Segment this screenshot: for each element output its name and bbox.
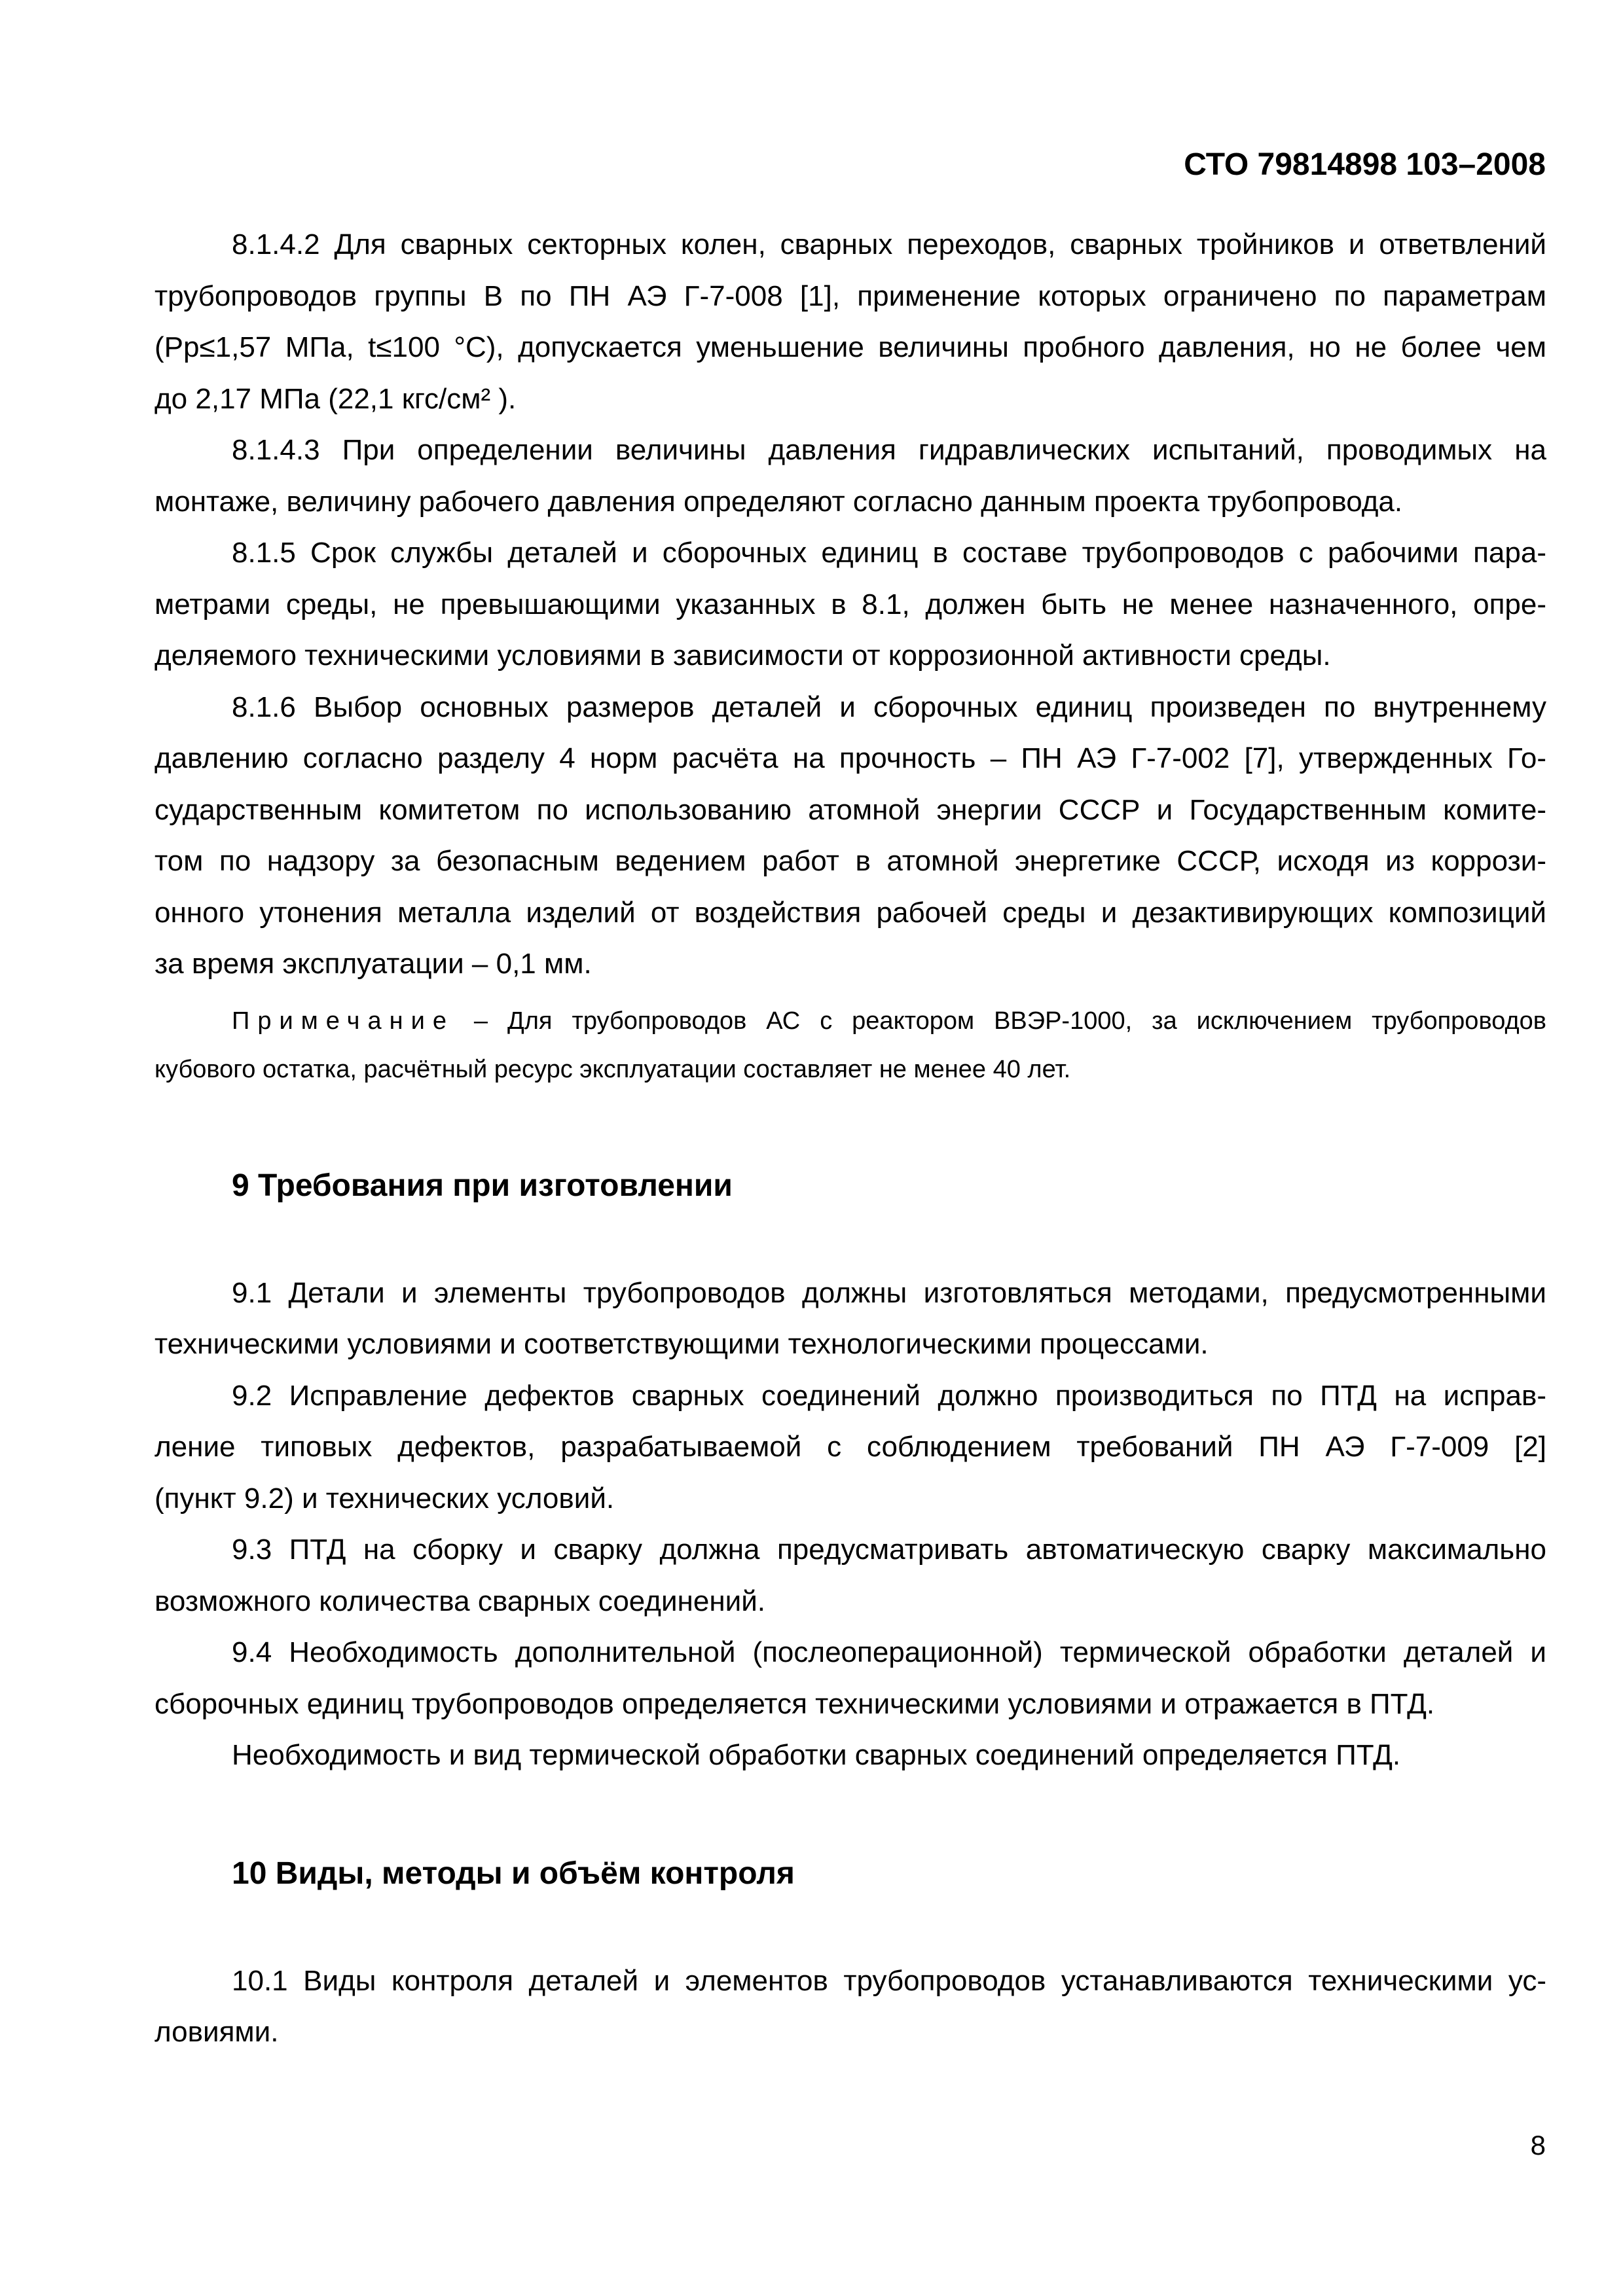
paragraph-line: техническими условиями и соответствующими технологическими процессами. — [155, 1328, 1209, 1360]
section-heading-9: 9 Требования при изготовлении — [232, 1168, 733, 1203]
paragraph-9-3 — [155, 1524, 1546, 1627]
paragraph-line: давлению согласно разделу 4 норм расчёта на прочность – ПН АЭ Г-7-002 [7], утвержденных Го- — [155, 742, 1546, 774]
paragraph-line: (пункт 9.2) и технических условий. — [155, 1482, 615, 1515]
paragraph-9-4-extra — [155, 1730, 1546, 1782]
note-line — [155, 997, 1546, 1045]
paragraph-line: 9.2 Исправление дефектов сварных соединений должно производиться по ПТД на исправ- — [232, 1379, 1546, 1412]
paragraph-line: деляемого техническими условиями в зависимости от коррозионной активности среды. — [155, 639, 1331, 672]
note-block — [155, 997, 1546, 1094]
paragraph-9-1 — [155, 1268, 1546, 1371]
paragraph-line: сударственным комитетом по использованию атомной энергии СССР и Государственным комите- — [155, 793, 1546, 826]
page-content — [155, 219, 1546, 2058]
paragraph-line: трубопроводов группы В по ПН АЭ Г-7-008 [1], применение которых ограничено по параметрам — [155, 279, 1546, 312]
paragraph-8-1-6 — [155, 682, 1546, 990]
paragraph-line: 8.1.4.2 Для сварных секторных колен, сварных переходов, сварных тройников и ответвлений — [232, 228, 1546, 260]
paragraph-8-1-5 — [155, 528, 1546, 682]
paragraph-line: 9.3 ПТД на сборку и сварку должна предусматривать автоматическую сварку максимально — [232, 1534, 1546, 1566]
paragraph-line: метрами среды, не превышающими указанных в 8.1, должен быть не менее назначенного, опре- — [155, 588, 1546, 620]
paragraph-line: том по надзору за безопасным ведением работ в атомной энергетике СССР, исходя из коррози- — [155, 845, 1546, 877]
paragraph-line: 9.4 Необходимость дополнительной (послеоперационной) термической обработки деталей и — [232, 1636, 1546, 1668]
paragraph-line: за время эксплуатации – 0,1 мм. — [155, 948, 592, 980]
note-text: – Для трубопроводов АС с реактором ВВЭР-1000, за исключением трубопроводов — [454, 1007, 1546, 1035]
paragraph-line: Необходимость и вид термической обработки сварных соединений определяется ПТД. — [232, 1739, 1401, 1771]
paragraph-line: 9.1 Детали и элементы трубопроводов должны изготовляться методами, предусмотренными — [232, 1276, 1546, 1309]
paragraph-line: ловиями. — [155, 2016, 279, 2048]
document-code-header: СТО 79814898 103–2008 — [1184, 147, 1546, 182]
paragraph-line: онного утонения металла изделий от воздействия рабочей среды и дезактивирующих композиций — [155, 896, 1546, 929]
paragraph-line: 10.1 Виды контроля деталей и элементов трубопроводов устанавливаются техническими ус- — [232, 1964, 1546, 1997]
paragraph-8-1-4-3 — [155, 425, 1546, 528]
paragraph-10-1 — [155, 1956, 1546, 2058]
paragraph-line: 8.1.6 Выбор основных размеров деталей и сборочных единиц произведен по внутреннему — [232, 691, 1546, 723]
page-number: 8 — [1530, 2130, 1546, 2161]
paragraph-line: (Рр≤1,57 МПа, t≤100 °С), допускается уменьшение величины пробного давления, но не более чем — [155, 331, 1546, 363]
paragraph-line: сборочных единиц трубопроводов определяется техническими условиями и отражается в ПТД. — [155, 1687, 1435, 1720]
paragraph-line: до 2,17 МПа (22,1 кгс/см² ). — [155, 382, 517, 415]
note-label: Примечание — [232, 1007, 454, 1035]
paragraph-9-4 — [155, 1627, 1546, 1730]
paragraph-line: монтаже, величину рабочего давления определяют согласно данным проекта трубопровода. — [155, 485, 1403, 518]
paragraph-line: ление типовых дефектов, разрабатываемой с соблюдением требований ПН АЭ Г-7-009 [2] — [155, 1431, 1546, 1463]
paragraph-line: 8.1.5 Срок службы деталей и сборочных единиц в составе трубопроводов с рабочими пара- — [232, 537, 1546, 569]
section-heading-10: 10 Виды, методы и объём контроля — [232, 1856, 795, 1891]
paragraph-9-2 — [155, 1371, 1546, 1525]
paragraph-8-1-4-2 — [155, 219, 1546, 425]
note-line: кубового остатка, расчётный ресурс эксплуатации составляет не менее 40 лет. — [155, 1055, 1071, 1083]
paragraph-line: возможного количества сварных соединений. — [155, 1585, 766, 1617]
paragraph-line: 8.1.4.3 При определении величины давления гидравлических испытаний, проводимых на — [232, 434, 1546, 466]
